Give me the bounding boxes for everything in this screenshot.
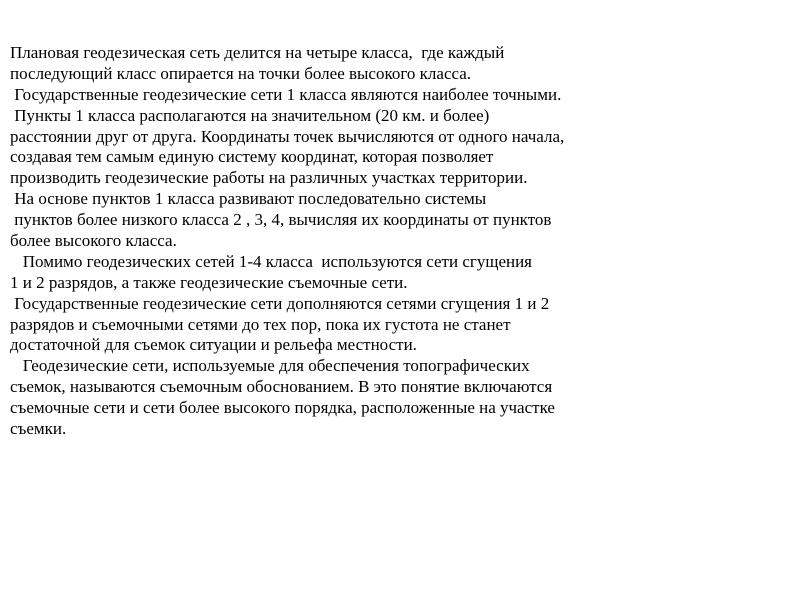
text-line: последующий класс опирается на точки более высокого класса. bbox=[10, 63, 472, 83]
text-line: расстоянии друг от друга. Координаты точек вычисляются от одного начала, bbox=[10, 126, 565, 146]
text-line: Помимо геодезических сетей 1-4 класса используются сети сгущения bbox=[10, 251, 533, 271]
text-line: Плановая геодезическая сеть делится на четыре класса, где каждый bbox=[10, 43, 505, 62]
text-line: Пункты 1 класса располагаются на значительном (20 км. и более) bbox=[10, 105, 490, 125]
text-line: На основе пунктов 1 класса развивают последовательно системы bbox=[10, 189, 487, 209]
text-line: достаточной для съемок ситуации и рельефа местности. bbox=[10, 335, 417, 355]
text-line: Геодезические сети, используемые для обеспечения топографических bbox=[10, 356, 530, 376]
text-line: производить геодезические работы на различных участках территории. bbox=[10, 168, 528, 188]
text-line: 1 и 2 разрядов, а также геодезические съемочные сети. bbox=[10, 272, 408, 292]
body-text bbox=[10, 43, 795, 440]
text-line: съемочные сети и сети более высокого порядка, расположенные на участке bbox=[10, 398, 555, 418]
text-line: Государственные геодезические сети 1 класса являются наиболее точными. bbox=[10, 84, 562, 104]
text-line: Государственные геодезические сети дополняются сетями сгущения 1 и 2 bbox=[10, 293, 550, 313]
text-line: съемок, называются съемочным обоснованием. В это понятие включаются bbox=[10, 377, 553, 397]
text-line: создавая тем самым единую систему координат, которая позволяет bbox=[10, 147, 494, 167]
text-line: более высокого класса. bbox=[10, 231, 177, 251]
text-line: пунктов более низкого класса 2 , 3, 4, вычисляя их координаты от пунктов bbox=[10, 210, 552, 230]
text-line: съемки. bbox=[10, 419, 67, 439]
text-line: разрядов и съемочными сетями до тех пор, пока их густота не станет bbox=[10, 314, 511, 334]
